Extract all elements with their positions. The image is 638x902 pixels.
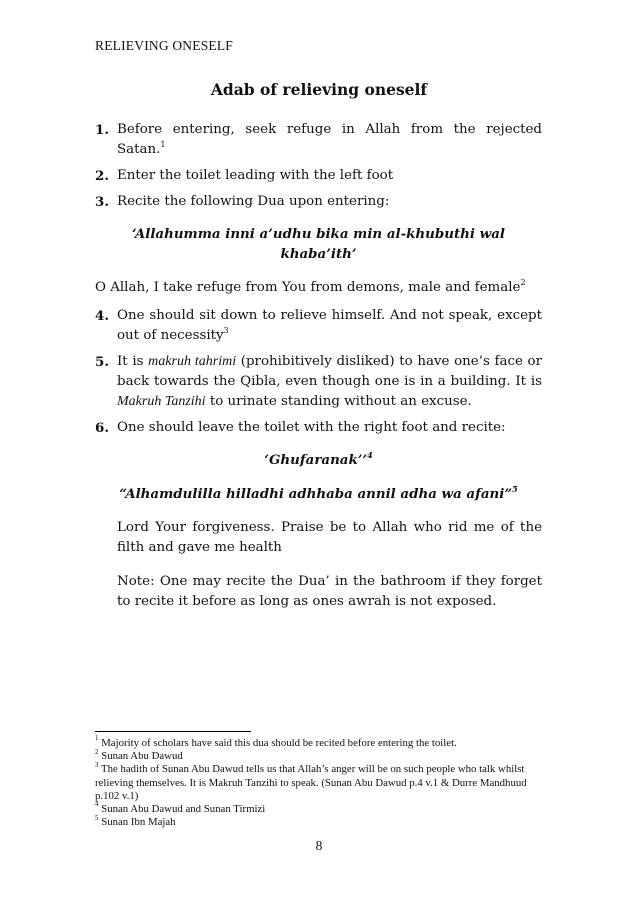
item-text-part: It is (117, 354, 149, 369)
footnote (95, 747, 547, 763)
footnote-number: 5 (95, 813, 99, 822)
footnote-text: Sunan Ibn Majah (98, 816, 176, 829)
footnote-number: 3 (95, 760, 99, 769)
translation-text: O Allah, I take refuge from You from demons, male and female (95, 280, 521, 295)
footnote-text: Sunan Abu Dawud and Sunan Tirmizi (98, 803, 266, 816)
dua-leaving (95, 484, 542, 504)
item-number: 6. (95, 420, 109, 436)
list-item (95, 166, 542, 186)
main-content (95, 120, 542, 612)
item-number: 3. (95, 194, 109, 210)
item-text: Enter the toilet leading with the left foot (117, 168, 394, 183)
note-paragraph: Note: One may recite the Dua’ in the bathroom if they forget to recite it before as long as ones awrah is not exposed. (117, 574, 542, 609)
footnote-number: 2 (95, 747, 99, 756)
footnote (95, 800, 547, 816)
item-text: Recite the following Dua upon entering: (117, 194, 390, 209)
item-number: 4. (95, 308, 109, 324)
footnote-number: 1 (95, 734, 99, 743)
footnote-text: Majority of scholars have said this dua should be recited before entering the toilet. (98, 737, 457, 749)
footnote-ref[interactable]: 1 (160, 139, 166, 149)
footnote-number: 4 (95, 800, 99, 809)
dua-leaving-translation: Lord Your forgiveness. Praise be to Allah who rid me of the filth and gave me health (117, 520, 542, 555)
footnote-ref[interactable]: 4 (367, 449, 373, 460)
footnote (95, 734, 547, 750)
footnote-ref[interactable]: 3 (223, 325, 229, 335)
list-item (95, 352, 542, 412)
footnotes (95, 734, 547, 829)
footnote-ref[interactable]: 5 (512, 483, 518, 494)
footnote-text: Sunan Abu Dawud (98, 750, 183, 763)
item-text-part: (prohibitively disliked) to have one’s face or back towards the Qibla, even though one is in a building. It is (117, 354, 543, 389)
term-makruh-tanzihi: Makruh Tanzihi (117, 394, 206, 409)
item-text-part: to urinate standing without an excuse. (205, 394, 472, 409)
page-number: 8 (315, 838, 323, 853)
footnote-divider (95, 731, 251, 732)
footnote-text: The hadith of Sunan Abu Dawud tells us that Allah’s anger will be on such people who talk whilst relieving themselves. It is Makruh Tanzihi to speak. (Sunan Abu Dawud p.4 v.1 & Durre Mandhuud p.102 v.1) (95, 763, 527, 802)
dua-translation (95, 278, 542, 298)
footnote (95, 813, 547, 829)
item-text: Before entering, seek refuge in Allah from the rejected Satan. (117, 122, 542, 157)
list-item (95, 192, 542, 212)
item-number: 2. (95, 168, 109, 184)
item-number: 5. (95, 354, 109, 370)
dua-ghufaranak (95, 450, 542, 470)
list-item (95, 306, 542, 346)
list-item (95, 120, 542, 160)
footnote (95, 760, 547, 803)
footnote-ref[interactable]: 2 (520, 277, 526, 287)
list-item (95, 418, 542, 438)
term-makruh-tahrimi: makruh tahrimi (148, 354, 237, 369)
running-header: RELIEVING ONESELF (95, 38, 234, 53)
item-text: One should leave the toilet with the right foot and recite: (117, 420, 506, 435)
item-text: One should sit down to relieve himself. And not speak, except out of necessity (117, 308, 542, 343)
section-title: Adab of relieving oneself (210, 80, 428, 99)
dua-entering: ‘Allahumma inni a’udhu bika min al-khubuthi wal khaba’ith’ (132, 226, 505, 262)
dua-text: “Alhamdulilla hilladhi adhhaba annil adha wa afani” (119, 486, 513, 502)
dua-text: ‘Ghufaranak’’ (264, 452, 368, 468)
item-number: 1. (95, 122, 109, 138)
